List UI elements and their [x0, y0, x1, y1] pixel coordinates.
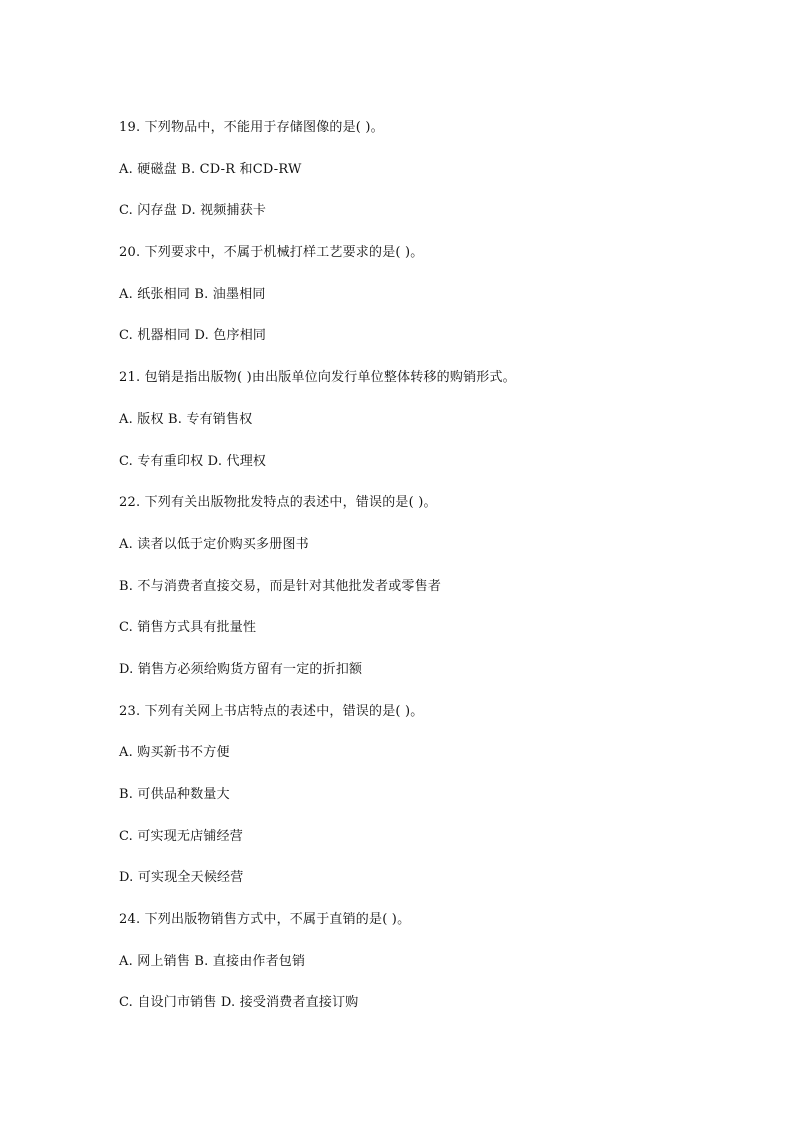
question-list — [119, 116, 739, 1033]
question-20-options-cd: C. 机器相同 D. 色序相同 — [119, 328, 267, 344]
question-21-options-cd: C. 专有重印权 D. 代理权 — [119, 453, 267, 469]
question-20: 20. 下列要求中，不属于机械打样工艺要求的是( )。 — [119, 245, 424, 261]
question-24-options-cd: C. 自设门市销售 D. 接受消费者直接订购 — [119, 995, 359, 1011]
question-23-option-a: A. 购买新书不方便 — [119, 745, 230, 761]
question-24-options-ab: A. 网上销售 B. 直接由作者包销 — [119, 953, 306, 969]
question-22-option-b: B. 不与消费者直接交易，而是针对其他批发者或零售者 — [119, 578, 442, 594]
question-22: 22. 下列有关出版物批发特点的表述中，错误的是( )。 — [119, 495, 437, 511]
question-23: 23. 下列有关网上书店特点的表述中，错误的是( )。 — [119, 703, 424, 719]
question-22-option-a: A. 读者以低于定价购买多册图书 — [119, 536, 309, 552]
question-19-options-ab: A. 硬磁盘 B. CD-R 和CD-RW — [119, 161, 302, 177]
question-22-option-c: C. 销售方式具有批量性 — [119, 620, 257, 636]
question-22-option-d: D. 销售方必须给购货方留有一定的折扣额 — [119, 661, 363, 677]
question-19-options-cd: C. 闪存盘 D. 视频捕获卡 — [119, 203, 267, 219]
question-21-options-ab: A. 版权 B. 专有销售权 — [119, 411, 253, 427]
question-19: 19. 下列物品中，不能用于存储图像的是( )。 — [119, 120, 384, 135]
question-23-option-d: D. 可实现全天候经营 — [119, 870, 244, 886]
question-24: 24. 下列出版物销售方式中，不属于直销的是( )。 — [119, 912, 411, 928]
question-23-option-c: C. 可实现无店铺经营 — [119, 828, 243, 844]
question-20-options-ab: A. 纸张相同 B. 油墨相同 — [119, 286, 266, 302]
question-23-option-b: B. 可供品种数量大 — [119, 787, 230, 802]
question-21: 21. 包销是指出版物( )由出版单位向发行单位整体转移的购销形式。 — [119, 370, 516, 386]
